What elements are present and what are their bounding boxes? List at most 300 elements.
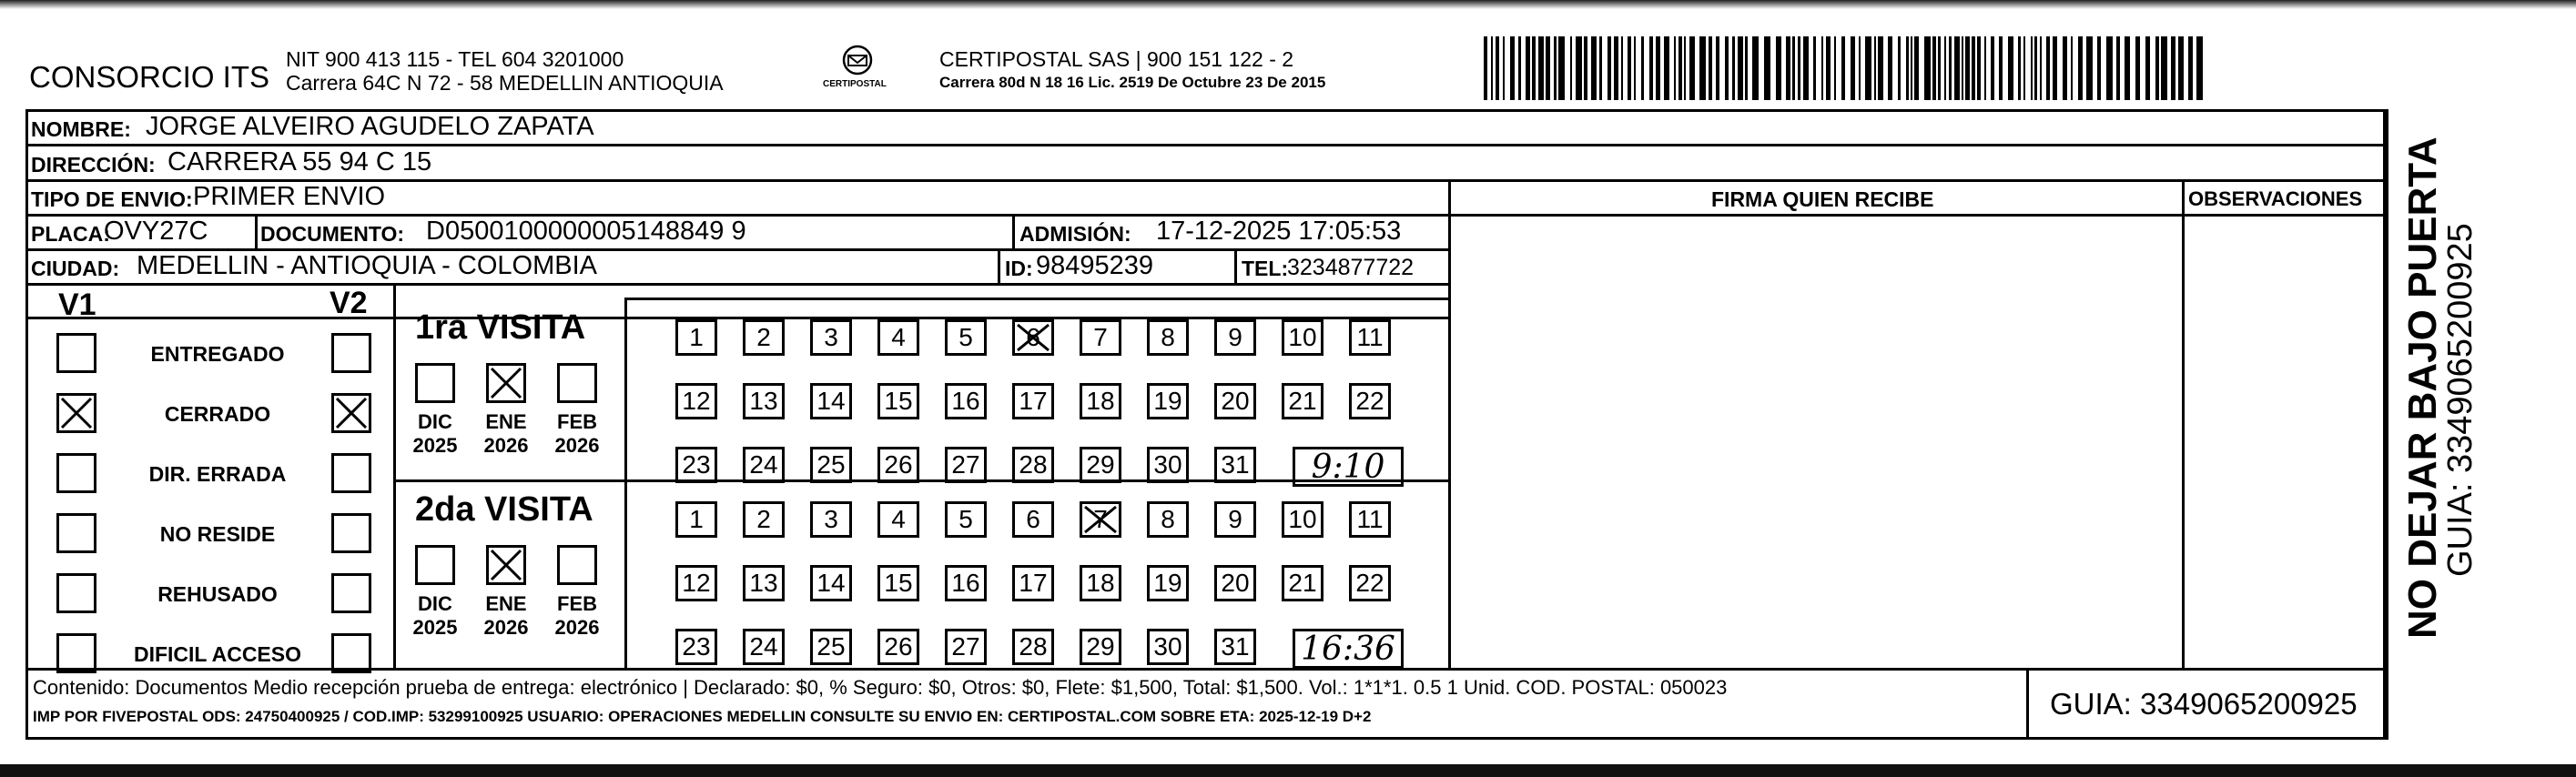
- day-number: 18: [1086, 387, 1115, 415]
- day-box[interactable]: [1080, 501, 1121, 538]
- day-box[interactable]: [1214, 319, 1256, 356]
- day-box[interactable]: [1080, 447, 1121, 483]
- barcode-bar: [2046, 36, 2050, 100]
- day-box[interactable]: [1012, 319, 1054, 356]
- day-number: 25: [816, 632, 846, 661]
- day-box[interactable]: [810, 383, 852, 419]
- column-line: [2182, 179, 2185, 668]
- day-number: 21: [1288, 387, 1317, 415]
- barcode-bar: [2018, 36, 2021, 100]
- barcode-bar: [1878, 36, 1883, 100]
- barcode-bar: [1906, 36, 1909, 100]
- day-box[interactable]: [675, 565, 717, 601]
- barcode: [1484, 36, 2203, 100]
- barcode-bar: [1965, 36, 1970, 100]
- company-name: CONSORCIO ITS: [29, 60, 270, 94]
- day-number: 13: [749, 387, 778, 415]
- x-mark-icon: [334, 396, 369, 430]
- day-number: 27: [951, 632, 980, 661]
- barcode-bar: [1503, 36, 1505, 100]
- day-box[interactable]: [1214, 565, 1256, 601]
- barcode-bar: [1532, 36, 1536, 100]
- row-line: [393, 479, 1448, 482]
- v2-checkbox[interactable]: [331, 573, 371, 613]
- month-checkbox[interactable]: [415, 363, 455, 403]
- v1-checkbox[interactable]: [56, 633, 96, 673]
- barcode-bar: [1932, 36, 1936, 100]
- barcode-bar: [1914, 36, 1919, 100]
- day-number: 31: [1221, 450, 1250, 479]
- x-mark-icon: [489, 548, 523, 582]
- barcode-bar: [1546, 36, 1550, 100]
- recipient-name: JORGE ALVEIRO AGUDELO ZAPATA: [146, 112, 594, 141]
- day-box[interactable]: [1012, 501, 1054, 538]
- barcode-bar: [1614, 36, 1618, 100]
- day-box[interactable]: [1214, 501, 1256, 538]
- day-number: 1: [689, 323, 704, 351]
- day-number: 25: [816, 450, 846, 479]
- barcode-bar: [1944, 36, 1946, 100]
- day-number: 3: [824, 505, 838, 533]
- barcode-bar: [1972, 36, 1975, 100]
- barcode-bar: [1834, 36, 1836, 100]
- barcode-bar: [1558, 36, 1565, 100]
- column-line: [624, 298, 627, 668]
- day-box[interactable]: [810, 319, 852, 356]
- row-line: [25, 283, 1451, 286]
- id-number: 98495239: [1036, 251, 1154, 280]
- barcode-bar: [1621, 36, 1623, 100]
- barcode-bar: [1738, 36, 1743, 100]
- day-box[interactable]: [945, 319, 987, 356]
- barcode-bar: [1526, 36, 1530, 100]
- v1-header: V1: [58, 288, 96, 322]
- column-line: [1234, 248, 1237, 283]
- barcode-bar: [2071, 36, 2073, 100]
- barcode-bar: [1684, 36, 1686, 100]
- barcode-bar: [2053, 36, 2057, 100]
- company-nit-tel: NIT 900 413 115 - TEL 604 3201000: [286, 47, 624, 71]
- day-number: 8: [1161, 323, 1175, 351]
- side-guia: GUIA: 3349065200925: [2441, 223, 2480, 577]
- day-number: 26: [884, 632, 913, 661]
- day-box[interactable]: [1147, 629, 1189, 665]
- x-mark-icon: [1015, 322, 1051, 353]
- month-checkbox[interactable]: [486, 363, 526, 403]
- barcode-bar: [1798, 36, 1800, 100]
- day-number: 6: [1026, 323, 1040, 351]
- month-year: 2026: [483, 434, 529, 457]
- barcode-bar: [1584, 36, 1587, 100]
- day-box[interactable]: [743, 383, 785, 419]
- v1-checkbox[interactable]: [56, 573, 96, 613]
- barcode-bar: [1518, 36, 1521, 100]
- day-number: 22: [1355, 387, 1384, 415]
- barcode-bar: [1634, 36, 1636, 100]
- handwritten-time: 9:10: [1311, 448, 1385, 486]
- day-box[interactable]: [810, 501, 852, 538]
- month-checkbox[interactable]: [415, 545, 455, 585]
- month-label: DIC: [418, 410, 452, 433]
- content-line: Contenido: Documentos Medio recepción prueba de entrega: electrónico | Declarado: $0, % Seguro: $0, Otros: $0, Flete: $1,500, Total: $1,500. Vol.: 1*1*1. 0.5 1 Unid. COD. POSTAL: 050023: [33, 676, 1728, 699]
- day-box[interactable]: [1012, 383, 1054, 419]
- day-number: 23: [682, 450, 711, 479]
- day-box[interactable]: [1349, 565, 1391, 601]
- document-label: DOCUMENTO:: [260, 222, 405, 246]
- day-number: 3: [824, 323, 838, 351]
- day-box[interactable]: [877, 383, 919, 419]
- day-number: 9: [1228, 505, 1242, 533]
- time-box[interactable]: [1293, 629, 1404, 669]
- barcode-bar: [2135, 36, 2140, 100]
- barcode-bar: [1628, 36, 1631, 100]
- day-number: 2: [756, 505, 771, 533]
- day-number: 30: [1153, 450, 1182, 479]
- day-number: 20: [1221, 387, 1250, 415]
- day-number: 12: [682, 387, 711, 415]
- day-number: 20: [1221, 569, 1250, 597]
- month-checkbox[interactable]: [486, 545, 526, 585]
- x-mark-icon: [59, 396, 94, 430]
- v1-checkbox[interactable]: [56, 513, 96, 553]
- barcode-bar: [1716, 36, 1719, 100]
- barcode-bar: [1674, 36, 1676, 100]
- month-label: DIC: [418, 592, 452, 615]
- day-number: 26: [884, 450, 913, 479]
- barcode-bar: [1999, 36, 2003, 100]
- certipostal-logo: [817, 44, 898, 95]
- barcode-bar: [1874, 36, 1876, 100]
- day-number: 8: [1161, 505, 1175, 533]
- day-box[interactable]: [1214, 383, 1256, 419]
- day-box[interactable]: [877, 629, 919, 665]
- v2-header: V2: [330, 286, 368, 320]
- month-checkbox[interactable]: [557, 545, 597, 585]
- day-number: 4: [891, 505, 906, 533]
- id-label: ID:: [1005, 257, 1033, 280]
- day-number: 11: [1356, 505, 1384, 533]
- v1-checkbox[interactable]: [56, 393, 96, 433]
- barcode-bar: [1678, 36, 1682, 100]
- admission-datetime: 17-12-2025 17:05:53: [1156, 217, 1402, 246]
- city: MEDELLIN - ANTIOQUIA - COLOMBIA: [137, 251, 597, 280]
- day-box[interactable]: [1349, 383, 1391, 419]
- month-year: 2026: [554, 434, 600, 457]
- barcode-bar: [1656, 36, 1660, 100]
- carrier-license: Carrera 80d N 18 16 Lic. 2519 De Octubre 23 De 2015: [939, 74, 1326, 91]
- v2-checkbox[interactable]: [331, 453, 371, 493]
- month-year: 2026: [554, 616, 600, 639]
- barcode-bar: [2097, 36, 2101, 100]
- barcode-bar: [2178, 36, 2184, 100]
- day-number: 6: [1026, 505, 1040, 533]
- day-number: 28: [1019, 450, 1048, 479]
- v1-checkbox[interactable]: [56, 453, 96, 493]
- barcode-bar: [1554, 36, 1557, 100]
- month-label: FEB: [557, 410, 597, 433]
- column-line: [1012, 214, 1015, 248]
- barcode-bar: [1484, 36, 1487, 100]
- row-line: [25, 144, 2388, 146]
- v2-checkbox[interactable]: [331, 333, 371, 373]
- barcode-bar: [2086, 36, 2093, 100]
- day-number: 28: [1019, 632, 1048, 661]
- barcode-bar: [1752, 36, 1759, 100]
- footer-line: [25, 668, 2388, 671]
- barcode-bar: [2034, 36, 2037, 100]
- day-box[interactable]: [810, 629, 852, 665]
- carrier-name: CERTIPOSTAL SAS | 900 151 122 - 2: [939, 47, 1294, 71]
- barcode-bar: [1924, 36, 1931, 100]
- barcode-bar: [2188, 36, 2193, 100]
- barcode-bar: [1991, 36, 1994, 100]
- barcode-bar: [2196, 36, 2203, 100]
- handwritten-time: 16:36: [1301, 630, 1395, 668]
- barcode-bar: [2063, 36, 2067, 100]
- day-box[interactable]: [1282, 501, 1323, 538]
- barcode-bar: [1851, 36, 1855, 100]
- tel-label: TEL:: [1242, 257, 1289, 280]
- day-box[interactable]: [675, 383, 717, 419]
- no-dejar-warning: NO DEJAR BAJO PUERTA: [2400, 136, 2445, 639]
- day-box[interactable]: [675, 447, 717, 483]
- barcode-bar: [1865, 36, 1871, 100]
- barcode-bar: [1841, 36, 1845, 100]
- barcode-bar: [1689, 36, 1695, 100]
- status-label: CERRADO: [164, 402, 271, 426]
- day-number: 24: [749, 632, 778, 661]
- day-box[interactable]: [1147, 319, 1189, 356]
- barcode-bar: [2116, 36, 2120, 100]
- month-year: 2025: [412, 434, 458, 457]
- day-number: 5: [958, 323, 973, 351]
- barcode-bar: [1491, 36, 1493, 100]
- day-box[interactable]: [1282, 319, 1323, 356]
- name-label: NOMBRE:: [31, 117, 131, 141]
- day-number: 17: [1019, 569, 1048, 597]
- day-box[interactable]: [945, 501, 987, 538]
- day-box[interactable]: [1214, 629, 1256, 665]
- day-number: 31: [1221, 632, 1250, 661]
- day-number: 1: [689, 505, 704, 533]
- barcode-bar: [2040, 36, 2042, 100]
- barcode-bar: [1649, 36, 1653, 100]
- day-number: 17: [1019, 387, 1048, 415]
- day-number: 29: [1086, 450, 1115, 479]
- month-year: 2025: [412, 616, 458, 639]
- column-line: [255, 214, 258, 248]
- day-box[interactable]: [810, 565, 852, 601]
- barcode-bar: [1599, 36, 1602, 100]
- day-number: 7: [1093, 323, 1108, 351]
- day-box[interactable]: [743, 447, 785, 483]
- day-number: 29: [1086, 632, 1115, 661]
- barcode-bar: [2171, 36, 2175, 100]
- barcode-bar: [2125, 36, 2130, 100]
- day-number: 14: [816, 569, 846, 597]
- day-number: 14: [816, 387, 846, 415]
- logo-text: CERTIPOSTAL: [823, 79, 887, 89]
- day-box[interactable]: [1147, 501, 1189, 538]
- day-number: 12: [682, 569, 711, 597]
- tel-number: 3234877722: [1287, 255, 1415, 280]
- barcode-bar: [2023, 36, 2025, 100]
- barcode-bar: [1538, 36, 1544, 100]
- day-number: 18: [1086, 569, 1115, 597]
- v2-checkbox[interactable]: [331, 513, 371, 553]
- day-number: 22: [1355, 569, 1384, 597]
- day-box[interactable]: [945, 629, 987, 665]
- day-box[interactable]: [1012, 447, 1054, 483]
- day-number: 16: [951, 387, 980, 415]
- day-number: 16: [951, 569, 980, 597]
- barcode-bar: [2161, 36, 2167, 100]
- month-checkbox[interactable]: [557, 363, 597, 403]
- barcode-bar: [1709, 36, 1712, 100]
- day-number: 15: [884, 569, 913, 597]
- day-number: 27: [951, 450, 980, 479]
- barcode-bar: [1496, 36, 1499, 100]
- time-box[interactable]: [1293, 447, 1404, 487]
- day-number: 30: [1153, 632, 1182, 661]
- barcode-bar: [1764, 36, 1770, 100]
- column-line: [393, 283, 396, 668]
- address-label: DIRECCIÓN:: [31, 153, 156, 177]
- barcode-bar: [1699, 36, 1706, 100]
- scan-edge-top: [0, 0, 2576, 9]
- day-box[interactable]: [945, 447, 987, 483]
- day-box[interactable]: [877, 447, 919, 483]
- day-number: 19: [1153, 569, 1182, 597]
- barcode-bar: [1821, 36, 1823, 100]
- month-label: FEB: [557, 592, 597, 615]
- barcode-bar: [1641, 36, 1644, 100]
- barcode-bar: [2145, 36, 2150, 100]
- day-box[interactable]: [1080, 383, 1121, 419]
- row-line: [624, 298, 1448, 300]
- visit-title: 2da VISITA: [415, 490, 593, 529]
- day-number: 23: [682, 632, 711, 661]
- day-box[interactable]: [1012, 629, 1054, 665]
- footer-guia: GUIA: 3349065200925: [2050, 687, 2358, 721]
- barcode-bar: [1576, 36, 1582, 100]
- month-label: ENE: [485, 410, 527, 433]
- barcode-bar: [1813, 36, 1816, 100]
- scan-edge-bottom: [0, 764, 2576, 777]
- barcode-bar: [1803, 36, 1809, 100]
- barcode-bar: [1898, 36, 1901, 100]
- day-box[interactable]: [675, 319, 717, 356]
- status-label: NO RESIDE: [159, 522, 276, 546]
- barcode-bar: [1984, 36, 1986, 100]
- barcode-bar: [1607, 36, 1611, 100]
- day-box[interactable]: [743, 629, 785, 665]
- day-box[interactable]: [1147, 383, 1189, 419]
- barcode-bar: [1826, 36, 1831, 100]
- v1-checkbox[interactable]: [56, 333, 96, 373]
- barcode-bar: [1792, 36, 1795, 100]
- barcode-bar: [1786, 36, 1790, 100]
- barcode-bar: [1570, 36, 1572, 100]
- column-line: [2383, 109, 2386, 740]
- day-number: 2: [756, 323, 771, 351]
- day-number: 4: [891, 323, 906, 351]
- day-box[interactable]: [1012, 565, 1054, 601]
- day-box[interactable]: [743, 319, 785, 356]
- visit-title: 1ra VISITA: [415, 308, 586, 347]
- barcode-bar: [1725, 36, 1729, 100]
- day-box[interactable]: [1349, 501, 1391, 538]
- day-box[interactable]: [945, 565, 987, 601]
- day-number: 7: [1093, 505, 1108, 533]
- barcode-bar: [1745, 36, 1748, 100]
- day-box[interactable]: [743, 565, 785, 601]
- barcode-bar: [1949, 36, 1952, 100]
- barcode-bar: [2078, 36, 2083, 100]
- barcode-bar: [1888, 36, 1892, 100]
- barcode-bar: [1664, 36, 1669, 100]
- barcode-bar: [1510, 36, 1515, 100]
- barcode-bar: [1911, 36, 1912, 100]
- day-box[interactable]: [1147, 447, 1189, 483]
- plate-label: PLACA:: [31, 222, 110, 246]
- day-box[interactable]: [810, 447, 852, 483]
- barcode-bar: [1776, 36, 1781, 100]
- v2-checkbox[interactable]: [331, 633, 371, 673]
- column-line: [2026, 668, 2029, 740]
- admission-label: ADMISIÓN:: [1019, 222, 1131, 246]
- day-box[interactable]: [675, 629, 717, 665]
- day-box[interactable]: [675, 501, 717, 538]
- day-box[interactable]: [1282, 383, 1323, 419]
- day-number: 10: [1288, 505, 1317, 533]
- shipping-type: PRIMER ENVIO: [193, 182, 386, 211]
- barcode-bar: [2106, 36, 2113, 100]
- barcode-bar: [1977, 36, 1981, 100]
- shipping-type-label: TIPO DE ENVIO:: [31, 187, 193, 211]
- x-mark-icon: [489, 366, 523, 400]
- day-box[interactable]: [877, 565, 919, 601]
- day-box[interactable]: [743, 501, 785, 538]
- day-box[interactable]: [1349, 319, 1391, 356]
- day-box[interactable]: [1080, 565, 1121, 601]
- day-box[interactable]: [1282, 565, 1323, 601]
- day-box[interactable]: [1214, 447, 1256, 483]
- day-box[interactable]: [1147, 565, 1189, 601]
- day-box[interactable]: [877, 319, 919, 356]
- day-box[interactable]: [1080, 319, 1121, 356]
- imp-line: IMP POR FIVEPOSTAL ODS: 24750400925 / COD.IMP: 53299100925 USUARIO: OPERACIONES MEDELLIN CONSULTE SU ENVIO EN: CERTIPOSTAL.COM SOBRE ETA: 2025-12-19 D+2: [33, 708, 1372, 725]
- document-number: D0500100000005148849 9: [426, 217, 746, 246]
- day-number: 10: [1288, 323, 1317, 351]
- day-box[interactable]: [877, 501, 919, 538]
- status-label: ENTREGADO: [150, 342, 285, 366]
- column-line: [1448, 179, 1451, 668]
- day-number: 24: [749, 450, 778, 479]
- barcode-bar: [1591, 36, 1597, 100]
- signature-header: FIRMA QUIEN RECIBE: [1711, 187, 1934, 211]
- v2-checkbox[interactable]: [331, 393, 371, 433]
- month-year: 2026: [483, 616, 529, 639]
- day-number: 13: [749, 569, 778, 597]
- day-box[interactable]: [945, 383, 987, 419]
- day-box[interactable]: [1080, 629, 1121, 665]
- barcode-bar: [2008, 36, 2013, 100]
- barcode-bar: [1859, 36, 1861, 100]
- day-number: 9: [1228, 323, 1242, 351]
- observations-header: OBSERVACIONES: [2188, 187, 2363, 210]
- barcode-bar: [1732, 36, 1735, 100]
